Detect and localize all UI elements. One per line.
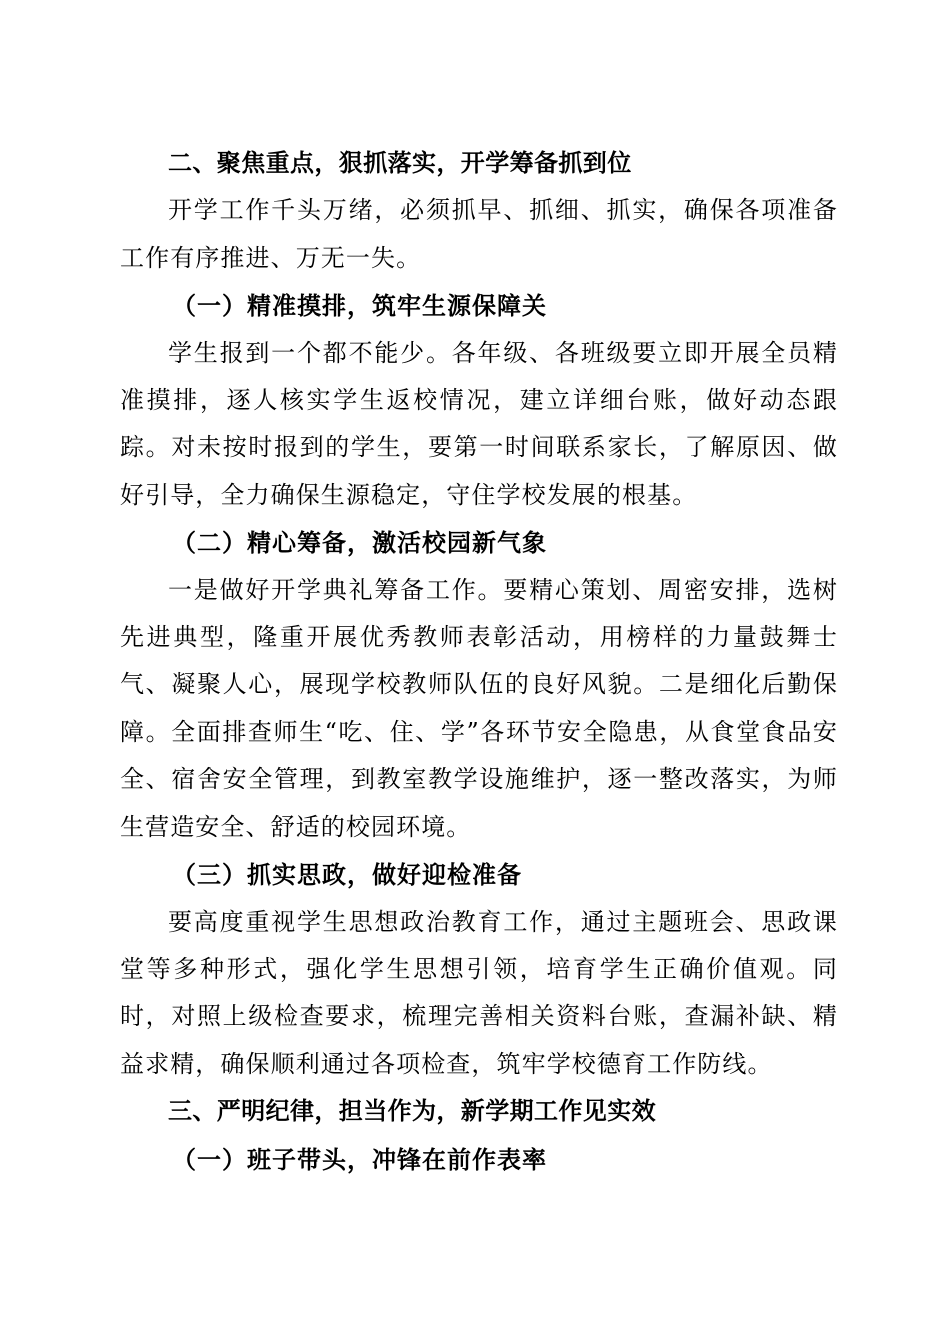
section-3-heading: 三、严明纪律，担当作为，新学期工作见实效 xyxy=(168,1097,656,1126)
section-2-intro-paragraph: 开学工作千头万绪，必须抓早、抓细、抓实，确保各项准备工作有序推进、万无一失。 xyxy=(120,196,838,272)
subsection-3-paragraph: 要高度重视学生思想政治教育工作，通过主题班会、思政课堂等多种形式，强化学生思想引领，培育学生正确价值观。同时，对照上级检查要求，梳理完善相关资料台账，查漏补缺、精益求精，确保顺利通过各项检查，筑牢学校德育工作防线。 xyxy=(120,907,838,1078)
section-2-heading: 二、聚焦重点，狠抓落实，开学筹备抓到位 xyxy=(168,149,632,177)
subsection-1-paragraph: 学生报到一个都不能少。各年级、各班级要立即开展全员精准摸排，逐人核实学生返校情况，建立详细台账，做好动态跟踪。对未按时报到的学生，要第一时间联系家长，了解原因、做好引导，全力确保生源稳定，守住学校发展的根基。 xyxy=(120,338,838,509)
subsection-2-paragraph: 一是做好开学典礼筹备工作。要精心策划、周密安排，选树先进典型，隆重开展优秀教师表彰活动，用榜样的力量鼓舞士气、凝聚人心，展现学校教师队伍的良好风貌。二是细化后勤保障。全面排查师生“吃、住、学”各环节安全隐患，从食堂食品安全、宿舍安全管理，到教室教学设施维护，逐一整改落实，为师生营造安全、舒适的校园环境。 xyxy=(120,575,838,841)
section-3-subsection-1-heading: （一）班子带头，冲锋在前作表率 xyxy=(172,1144,547,1174)
subsection-2-heading: （二）精心筹备，激活校园新气象 xyxy=(172,528,547,558)
document-body xyxy=(120,140,838,1183)
subsection-1-heading: （一）精准摸排，筑牢生源保障关 xyxy=(172,291,547,321)
subsection-3-heading: （三）抓实思政，做好迎检准备 xyxy=(172,860,522,890)
